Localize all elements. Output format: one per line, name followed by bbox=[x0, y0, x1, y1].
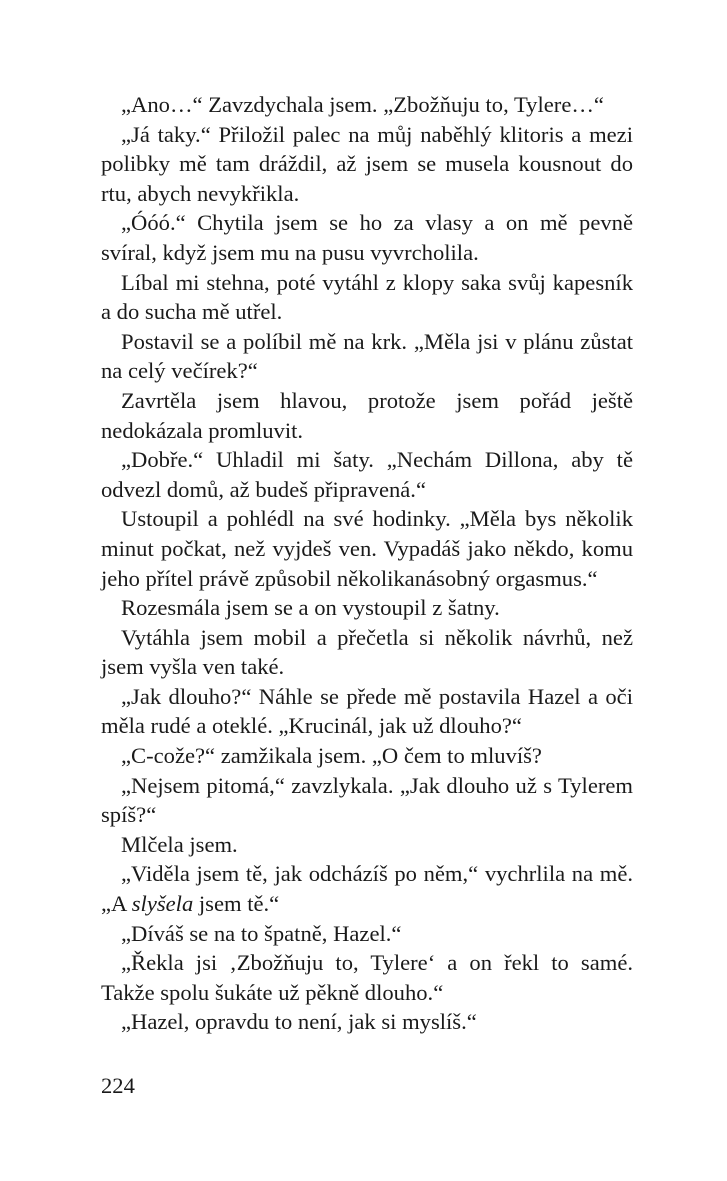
paragraph: „Nejsem pitomá,“ zavzlykala. „Jak dlouho už s Tylerem spíš?“ bbox=[101, 772, 633, 828]
paragraph: Mlčela jsem. bbox=[121, 831, 238, 857]
italic-word: slyšela bbox=[131, 891, 194, 917]
paragraph: „C-cože?“ zamžikala jsem. „O čem to mluvíš? bbox=[121, 743, 542, 769]
paragraph: Zavrtěla jsem hlavou, protože jsem pořád ještě nedokázala promluvit. bbox=[101, 387, 633, 443]
paragraph: „Řekla jsi ‚Zbožňuju to, Tylere‘ a on řekl to samé. Takže spolu šukáte už pěkně dlouho.“ bbox=[101, 950, 633, 1005]
paragraph: „Dobře.“ Uhladil mi šaty. „Nechám Dillona, aby tě odvezl domů, až budeš připravená.“ bbox=[101, 447, 633, 502]
paragraph-text-before: „Viděla jsem tě, jak odcházíš po něm,“ vychrlila na mě. „A bbox=[101, 861, 633, 917]
paragraph: „Jak dlouho?“ Náhle se přede mě postavila Hazel a oči měla rudé a oteklé. „Krucinál, jak už dlouho?“ bbox=[101, 683, 633, 739]
page-number: 224 bbox=[101, 1073, 135, 1098]
paragraph: „Hazel, opravdu to není, jak si myslíš.“ bbox=[121, 1009, 477, 1035]
paragraph: Vytáhla jsem mobil a přečetla si několik návrhů, než jsem vyšla ven také. bbox=[101, 624, 633, 680]
paragraph: Rozesmála jsem se a on vystoupil z šatny. bbox=[121, 595, 500, 621]
body-text bbox=[101, 90, 633, 1037]
paragraph: „Óóó.“ Chytila jsem se ho za vlasy a on mě pevně svíral, když jsem mu na pusu vyvrcholila. bbox=[101, 210, 633, 265]
paragraph: „Díváš se na to špatně, Hazel.“ bbox=[121, 920, 402, 946]
paragraph: „Já taky.“ Přiložil palec na můj naběhlý klitoris a mezi polibky mě tam dráždil, až jsem se musela kousnout do rtu, abych nevykřikla. bbox=[101, 121, 633, 206]
paragraph-with-italic bbox=[101, 859, 633, 918]
paragraph: Postavil se a políbil mě na krk. „Měla jsi v plánu zůstat na celý večírek?“ bbox=[101, 328, 633, 384]
paragraph: „Ano…“ Zavzdychala jsem. „Zbožňuju to, Tylere…“ bbox=[121, 92, 604, 117]
paragraph: Líbal mi stehna, poté vytáhl z klopy saka svůj kapesník a do sucha mě utřel. bbox=[101, 269, 633, 325]
paragraph: Ustoupil a pohlédl na své hodinky. „Měla bys několik minut počkat, než vyjdeš ven. Vypadáš jako někdo, komu jeho přítel právě způsobil několikanásobný orgasmus.“ bbox=[101, 506, 633, 591]
paragraph-text-after: jsem tě.“ bbox=[193, 891, 280, 917]
